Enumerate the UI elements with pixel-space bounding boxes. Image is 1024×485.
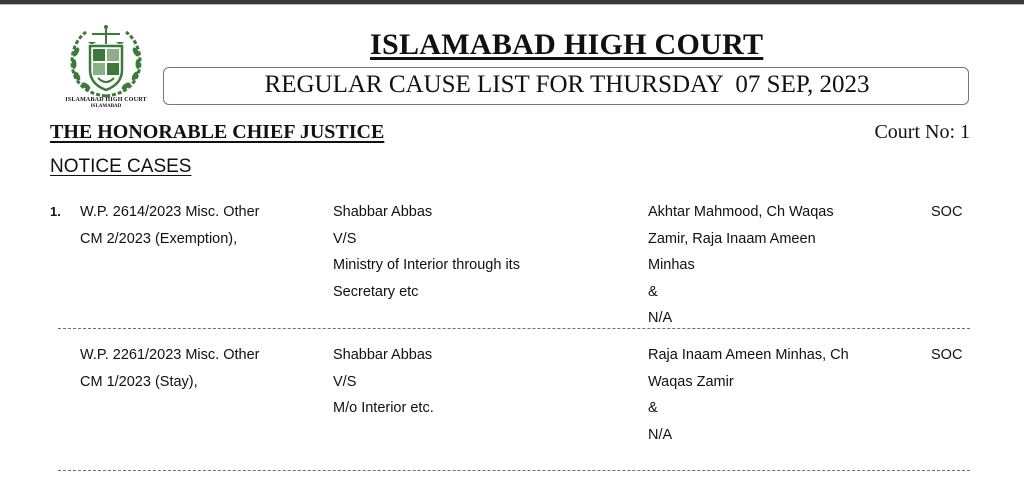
case-tag: SOC <box>931 204 963 220</box>
case-number-line: CM 2/2023 (Exemption), <box>80 230 238 247</box>
case-parties-cell <box>333 199 520 305</box>
party-line: V/S <box>333 230 357 247</box>
party-line: M/o Interior etc. <box>333 400 434 416</box>
advocate-line: & <box>648 400 658 416</box>
advocate-line: Waqas Zamir <box>648 373 734 390</box>
case-number-cell <box>80 199 259 252</box>
party-line: Ministry of Interior through its <box>333 257 520 273</box>
case-divider <box>58 470 970 471</box>
advocate-line: Minhas <box>648 257 695 273</box>
case-parties-cell <box>333 342 434 422</box>
court-title: ISLAMABAD HIGH COURT <box>370 28 764 61</box>
advocate-line: Zamir, Raja Inaam Ameen <box>648 230 816 247</box>
party-line: Shabbar Abbas <box>333 204 433 220</box>
party-line: Shabbar Abbas <box>333 347 433 363</box>
court-number: Court No: 1 <box>874 121 970 143</box>
window-top-border-shadow <box>0 4 1024 5</box>
case-number-line: W.P. 2614/2023 Misc. Other <box>80 204 260 220</box>
advocate-line: Raja Inaam Ameen Minhas, Ch <box>648 347 849 363</box>
case-number-line: W.P. 2261/2023 Misc. Other <box>80 347 260 363</box>
advocate-line: N/A <box>648 310 673 326</box>
section-heading: NOTICE CASES <box>50 156 192 177</box>
case-tag: SOC <box>931 347 963 363</box>
logo-caption-city: ISLAMABAD <box>90 104 122 109</box>
cause-list-title-box <box>163 67 969 105</box>
case-advocates-cell <box>648 342 849 448</box>
case-advocates-cell <box>648 199 834 332</box>
party-line: Secretary etc <box>333 283 419 300</box>
advocate-line: N/A <box>648 426 673 443</box>
case-number-line: CM 1/2023 (Stay), <box>80 373 198 390</box>
party-line: V/S <box>333 373 357 390</box>
case-serial-number: 1. <box>50 204 61 219</box>
case-number-cell <box>80 342 259 395</box>
case-divider <box>58 328 970 329</box>
logo-caption: ISLAMABAD HIGH COURT <box>65 97 147 103</box>
bench-judge-heading: THE HONORABLE CHIEF JUSTICE <box>50 121 385 143</box>
advocate-line: & <box>648 283 658 300</box>
cause-list-title: REGULAR CAUSE LIST FOR THURSDAY 07 SEP, 2023 <box>264 71 870 98</box>
advocate-line: Akhtar Mahmood, Ch Waqas <box>648 204 834 220</box>
